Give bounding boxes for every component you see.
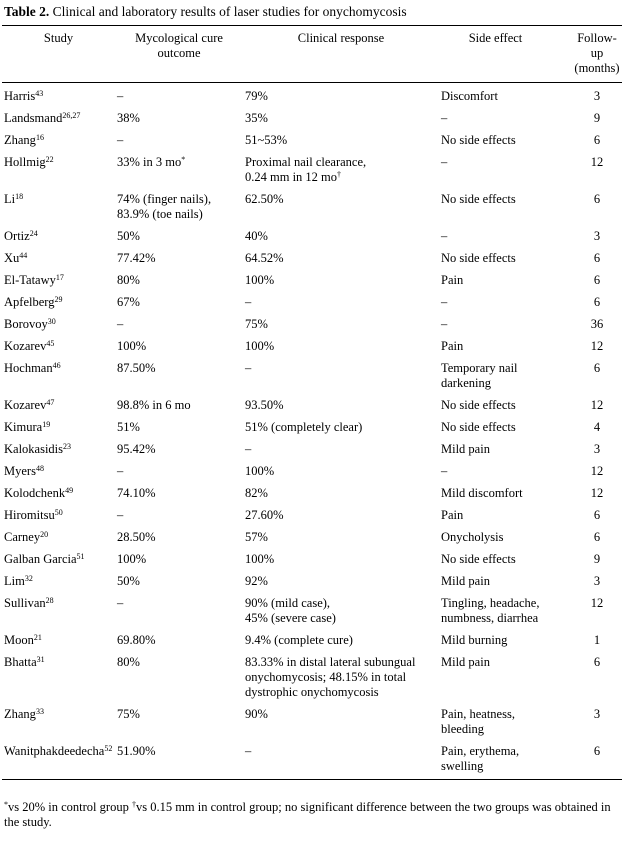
table-body <box>2 83 622 780</box>
mycological-cure-cell: – <box>117 317 124 331</box>
study-name: Kozarev <box>4 339 47 353</box>
study-cell <box>2 742 115 780</box>
clinical-response-cell: 92% <box>245 574 268 588</box>
table-row <box>2 359 622 396</box>
mycological-cure-cell: 87.50% <box>117 361 156 375</box>
study-cell <box>2 227 115 249</box>
study-cell <box>2 83 115 110</box>
study-name: Harris <box>4 89 36 103</box>
study-name: Hollmig <box>4 155 46 169</box>
clinical-response-cell: 79% <box>245 89 268 103</box>
study-cell <box>2 131 115 153</box>
study-reference: 30 <box>47 317 56 326</box>
side-effect-cell: Pain <box>441 273 464 287</box>
follow-up-cell: 6 <box>593 273 601 287</box>
table-row <box>2 337 622 359</box>
study-reference: 18 <box>15 192 24 201</box>
clinical-response-cell: 100% <box>245 552 275 566</box>
study-name: Moon <box>4 633 34 647</box>
study-reference: 46 <box>52 361 61 370</box>
table-caption <box>4 3 407 21</box>
study-name: Zhang <box>4 133 36 147</box>
study-reference: 44 <box>19 251 28 260</box>
mycological-cure-cell: 51.90% <box>117 744 156 758</box>
header-row <box>2 26 622 83</box>
follow-up-cell: 12 <box>590 486 604 500</box>
study-name: Borovoy <box>4 317 48 331</box>
study-name: Galban Garcia <box>4 552 77 566</box>
side-effect-cell: No side effects <box>441 192 516 206</box>
clinical-response-cell: 62.50% <box>245 192 284 206</box>
follow-up-cell: 6 <box>593 530 601 544</box>
clinical-response-cell: 100% <box>245 339 275 353</box>
side-effect-cell: No side effects <box>441 552 516 566</box>
study-name: Carney <box>4 530 41 544</box>
mycological-cure-cell: 100% <box>117 552 147 566</box>
mycological-cure-cell: 51% <box>117 420 140 434</box>
table-row <box>2 594 622 631</box>
study-name: Kimura <box>4 420 43 434</box>
table-row <box>2 153 622 190</box>
clinical-response-cell: 90% <box>245 707 268 721</box>
clinical-response-cell: 51~53% <box>245 133 288 147</box>
study-cell <box>2 359 115 396</box>
mycological-cure-cell: 74.10% <box>117 486 156 500</box>
clinical-response-cell: 27.60% <box>245 508 284 522</box>
study-name: Wanitphakdeedecha <box>4 744 105 758</box>
study-name: Hiromitsu <box>4 508 55 522</box>
table-row <box>2 83 622 110</box>
study-reference: 21 <box>33 633 42 642</box>
follow-up-cell: 6 <box>593 655 601 669</box>
follow-up-cell: 9 <box>593 552 601 566</box>
table-row <box>2 653 622 705</box>
table-row <box>2 227 622 249</box>
side-effect-cell: Mild burning <box>441 633 508 647</box>
mycological-cure-cell: – <box>117 508 124 522</box>
side-effect-cell: Mild pain <box>441 442 490 456</box>
mycological-cure-cell: 50% <box>117 574 140 588</box>
side-effect-cell: Onycholysis <box>441 530 504 544</box>
side-effect-cell: Pain <box>441 508 464 522</box>
study-cell <box>2 440 115 462</box>
table-row <box>2 705 622 742</box>
clinical-response-cell: – <box>245 744 252 758</box>
study-name: Hochman <box>4 361 53 375</box>
table-row <box>2 131 622 153</box>
clinical-response-cell: 83.33% in distal lateral subungual onychomycosis; 48.15% in total dystrophic onychomycosis <box>245 655 416 699</box>
table-footnote <box>4 800 622 830</box>
side-effect-cell: Discomfort <box>441 89 498 103</box>
study-cell <box>2 705 115 742</box>
mycological-cure-cell: – <box>117 596 124 610</box>
study-name: Lim <box>4 574 25 588</box>
footnote-marker: * <box>181 155 186 164</box>
follow-up-cell: 12 <box>590 155 604 169</box>
footnote-mark-asterisk: * <box>4 800 8 809</box>
table-row <box>2 293 622 315</box>
study-cell <box>2 462 115 484</box>
clinical-response-cell: 9.4% (complete cure) <box>245 633 353 647</box>
follow-up-cell: 12 <box>590 398 604 412</box>
study-reference: 52 <box>104 744 113 753</box>
follow-up-cell: 3 <box>593 707 601 721</box>
table-row <box>2 506 622 528</box>
follow-up-cell: 4 <box>593 420 601 434</box>
table-row <box>2 315 622 337</box>
study-cell <box>2 528 115 550</box>
follow-up-cell: 6 <box>593 133 601 147</box>
follow-up-cell: 12 <box>590 596 604 610</box>
clinical-response-cell: 75% <box>245 317 268 331</box>
study-cell <box>2 190 115 227</box>
table-row <box>2 484 622 506</box>
table-label: Table 2. <box>4 4 50 19</box>
table-row <box>2 440 622 462</box>
side-effect-cell: No side effects <box>441 420 516 434</box>
table-title: Clinical and laboratory results of laser studies for onychomycosis <box>49 4 407 19</box>
study-name: El-Tatawy <box>4 273 56 287</box>
study-name: Kolodchenk <box>4 486 66 500</box>
side-effect-cell: – <box>441 317 448 331</box>
study-reference: 48 <box>35 464 44 473</box>
mycological-cure-cell: 67% <box>117 295 140 309</box>
follow-up-cell: 6 <box>593 508 601 522</box>
follow-up-cell: 6 <box>593 192 601 206</box>
study-cell <box>2 631 115 653</box>
follow-up-cell: 12 <box>590 464 604 478</box>
follow-up-cell: 1 <box>593 633 601 647</box>
study-reference: 23 <box>63 442 72 451</box>
study-cell <box>2 572 115 594</box>
study-reference: 32 <box>24 574 33 583</box>
table-row <box>2 631 622 653</box>
study-cell <box>2 653 115 705</box>
side-effect-cell: – <box>441 111 448 125</box>
study-cell <box>2 249 115 271</box>
study-reference: 49 <box>65 486 74 495</box>
clinical-response-cell: Proximal nail clearance, 0.24 mm in 12 mo† <box>245 155 367 184</box>
study-cell <box>2 594 115 631</box>
clinical-response-cell: 51% (completely clear) <box>245 420 363 434</box>
header-study: Study <box>43 31 74 45</box>
study-cell <box>2 550 115 572</box>
footnote-mark-dagger: † <box>131 800 136 809</box>
table-header <box>2 26 622 83</box>
study-reference: 47 <box>46 398 55 407</box>
study-cell <box>2 153 115 190</box>
mycological-cure-cell: – <box>117 89 124 103</box>
footnote-marker: † <box>337 170 342 179</box>
clinical-response-cell: 93.50% <box>245 398 284 412</box>
side-effect-cell: Mild discomfort <box>441 486 523 500</box>
clinical-response-cell: 57% <box>245 530 268 544</box>
study-reference: 31 <box>36 655 45 664</box>
study-reference: 33 <box>35 707 44 716</box>
table-row <box>2 572 622 594</box>
header-clinical-response: Clinical response <box>297 31 385 45</box>
follow-up-cell: 12 <box>590 339 604 353</box>
follow-up-cell: 3 <box>593 229 601 243</box>
study-reference: 29 <box>54 295 63 304</box>
side-effect-cell: Temporary nail darkening <box>441 361 518 390</box>
side-effect-cell: Tingling, headache, numbness, diarrhea <box>441 596 540 625</box>
study-cell <box>2 506 115 528</box>
footnote-text-1: vs 20% in control group <box>8 800 132 814</box>
study-name: Myers <box>4 464 36 478</box>
side-effect-cell: Mild pain <box>441 655 490 669</box>
follow-up-cell: 6 <box>593 361 601 375</box>
mycological-cure-cell: 100% <box>117 339 147 353</box>
table-row <box>2 550 622 572</box>
side-effect-cell: Mild pain <box>441 574 490 588</box>
study-name: Kalokasidis <box>4 442 64 456</box>
follow-up-cell: 9 <box>593 111 601 125</box>
follow-up-cell: 6 <box>593 295 601 309</box>
side-effect-cell: – <box>441 229 448 243</box>
study-reference: 20 <box>40 530 49 539</box>
table-row <box>2 462 622 484</box>
mycological-cure-cell: – <box>117 133 124 147</box>
clinical-response-cell: 40% <box>245 229 268 243</box>
table-row <box>2 249 622 271</box>
footnote-text-2: vs 0.15 mm in control group; no significant difference between the two groups was obtained in the study. <box>4 800 611 829</box>
study-cell <box>2 484 115 506</box>
study-cell <box>2 337 115 359</box>
study-reference: 24 <box>29 229 38 238</box>
side-effect-cell: Pain, heatness, bleeding <box>441 707 515 736</box>
study-name: Landsmand <box>4 111 63 125</box>
study-reference: 28 <box>45 596 54 605</box>
follow-up-cell: 3 <box>593 442 601 456</box>
clinical-response-cell: 35% <box>245 111 268 125</box>
mycological-cure-cell: 77.42% <box>117 251 156 265</box>
study-reference: 22 <box>45 155 54 164</box>
clinical-response-cell: 64.52% <box>245 251 284 265</box>
side-effect-cell: – <box>441 155 448 169</box>
study-reference: 50 <box>54 508 63 517</box>
clinical-response-cell: 90% (mild case), 45% (severe case) <box>245 596 336 625</box>
clinical-response-cell: – <box>245 295 252 309</box>
study-name: Li <box>4 192 16 206</box>
mycological-cure-cell: 50% <box>117 229 140 243</box>
study-name: Zhang <box>4 707 36 721</box>
table-row <box>2 190 622 227</box>
study-reference: 45 <box>46 339 55 348</box>
mycological-cure-cell: 74% (finger nails), 83.9% (toe nails) <box>117 192 212 221</box>
study-cell <box>2 315 115 337</box>
side-effect-cell: Pain, erythema, swelling <box>441 744 520 773</box>
mycological-cure-cell: 80% <box>117 655 140 669</box>
study-reference: 26,27 <box>62 111 81 120</box>
mycological-cure-cell: 75% <box>117 707 140 721</box>
clinical-response-cell: 82% <box>245 486 268 500</box>
follow-up-cell: 3 <box>593 89 601 103</box>
mycological-cure-cell: 80% <box>117 273 140 287</box>
study-name: Apfelberg <box>4 295 55 309</box>
results-table <box>2 25 622 780</box>
study-name: Xu <box>4 251 20 265</box>
clinical-response-cell: – <box>245 361 252 375</box>
study-name: Sullivan <box>4 596 46 610</box>
study-reference: 16 <box>35 133 44 142</box>
side-effect-cell: Pain <box>441 339 464 353</box>
table-row <box>2 418 622 440</box>
table-row <box>2 528 622 550</box>
mycological-cure-cell: 28.50% <box>117 530 156 544</box>
mycological-cure-cell: 38% <box>117 111 140 125</box>
side-effect-cell: – <box>441 295 448 309</box>
study-cell <box>2 271 115 293</box>
table-row <box>2 271 622 293</box>
clinical-response-cell: – <box>245 442 252 456</box>
study-reference: 17 <box>55 273 64 282</box>
clinical-response-cell: 100% <box>245 273 275 287</box>
study-reference: 43 <box>35 89 44 98</box>
table-row <box>2 396 622 418</box>
side-effect-cell: No side effects <box>441 133 516 147</box>
follow-up-cell: 6 <box>593 744 601 758</box>
table-row <box>2 742 622 780</box>
study-name: Ortiz <box>4 229 30 243</box>
clinical-response-cell: 100% <box>245 464 275 478</box>
header-side-effect: Side effect <box>468 31 523 45</box>
header-mycological-cure: Mycological cure outcome <box>135 31 223 60</box>
side-effect-cell: – <box>441 464 448 478</box>
mycological-cure-cell: 33% in 3 mo* <box>117 155 186 169</box>
study-reference: 19 <box>42 420 51 429</box>
mycological-cure-cell: 98.8% in 6 mo <box>117 398 191 412</box>
study-reference: 51 <box>76 552 85 561</box>
mycological-cure-cell: 69.80% <box>117 633 156 647</box>
study-cell <box>2 418 115 440</box>
follow-up-cell: 6 <box>593 251 601 265</box>
mycological-cure-cell: 95.42% <box>117 442 156 456</box>
follow-up-cell: 36 <box>590 317 604 331</box>
mycological-cure-cell: – <box>117 464 124 478</box>
side-effect-cell: No side effects <box>441 251 516 265</box>
study-name: Bhatta <box>4 655 37 669</box>
study-name: Kozarev <box>4 398 47 412</box>
follow-up-cell: 3 <box>593 574 601 588</box>
study-cell <box>2 396 115 418</box>
study-cell <box>2 293 115 315</box>
header-follow-up: Follow-up (months) <box>574 31 620 75</box>
side-effect-cell: No side effects <box>441 398 516 412</box>
table-row <box>2 109 622 131</box>
study-cell <box>2 109 115 131</box>
